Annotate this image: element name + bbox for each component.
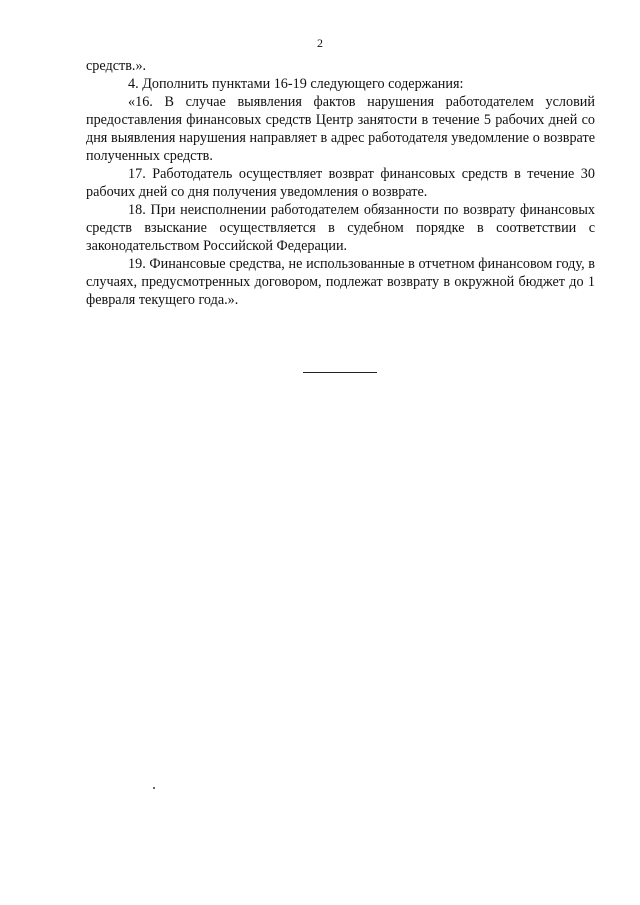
- scan-speck: [153, 787, 155, 789]
- document-body: [86, 57, 595, 309]
- paragraph-continuation: средств.».: [86, 58, 147, 74]
- paragraph-item-19: 19. Финансовые средства, не использованные в отчетном финансовом году, в случаях, предусмотренных договором, подлежат возврату в окружной бюджет до 1 февраля текущего года.».: [86, 256, 595, 308]
- paragraph-item-17: 17. Работодатель осуществляет возврат финансовых средств в течение 30 рабочих дней со дня получения уведомления о возврате.: [86, 166, 595, 200]
- page-number: 2: [317, 36, 323, 50]
- paragraph-item-16: «16. В случае выявления фактов нарушения работодателем условий предоставления финансовых средств Центр занятости в течение 5 рабочих дней со дня выявления нарушения направляет в адрес работодателя уведомление о возврате полученных средств.: [86, 94, 595, 164]
- paragraph-item-18: 18. При неисполнении работодателем обязанности по возврату финансовых средств взыскание осуществляется в судебном порядке в соответствии с законодательством Российской Федерации.: [86, 202, 595, 254]
- end-separator-line: [303, 372, 377, 373]
- paragraph-item-4: 4. Дополнить пунктами 16-19 следующего содержания:: [128, 76, 464, 92]
